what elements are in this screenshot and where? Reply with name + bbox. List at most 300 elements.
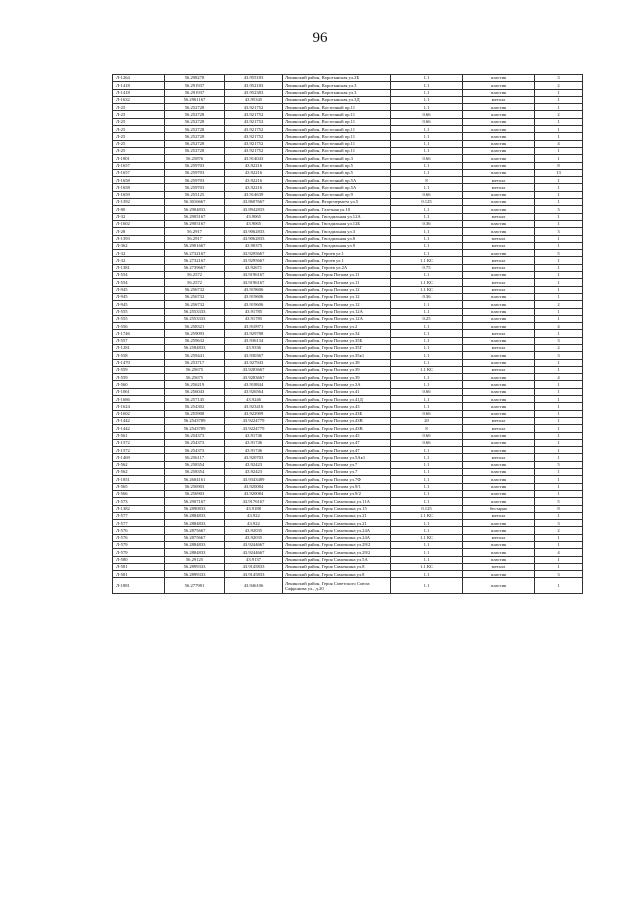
volume-cell: 20	[391, 417, 463, 424]
site-id-cell: Л-945	[113, 293, 165, 300]
count-cell: 1	[535, 126, 583, 133]
count-cell: 1	[535, 563, 583, 570]
site-id-cell: Л-1572	[113, 439, 165, 446]
address-cell: Ленинский район, Героя Попова ул.12	[283, 286, 391, 293]
count-cell: 1	[535, 89, 583, 96]
latitude-cell: 56.2875667	[165, 527, 225, 534]
table-row	[113, 293, 583, 300]
latitude-cell: 56.2901667	[165, 242, 225, 249]
material-cell: металл	[463, 563, 535, 570]
count-cell: 1	[535, 272, 583, 279]
address-cell: Ленинский район, Героя Самочкина ул.8	[283, 563, 391, 570]
table-row	[113, 556, 583, 563]
table-row	[113, 483, 583, 490]
latitude-cell: 56.259703	[165, 162, 225, 169]
address-cell: Ленинский район, Героя Самочкина ул.29/2	[283, 549, 391, 556]
material-cell: пластик	[463, 403, 535, 410]
latitude-cell: 56.29125	[165, 556, 225, 563]
site-id-cell: Л-362	[113, 242, 165, 249]
count-cell: 5	[535, 250, 583, 257]
longitude-cell: 43.920084	[225, 483, 283, 490]
volume-cell: 0.66	[391, 191, 463, 198]
longitude-cell: 43.921752	[225, 126, 283, 133]
volume-cell: 1.1	[391, 337, 463, 344]
count-cell: 1	[535, 556, 583, 563]
volume-cell: 1.1	[391, 476, 463, 483]
latitude-cell: 56.256732	[165, 293, 225, 300]
table-row	[113, 388, 583, 395]
address-cell: Ленинский район, Героя Попова ул.35Г	[283, 344, 391, 351]
site-id-cell: Л-1381	[113, 264, 165, 271]
longitude-cell: 43.919606	[225, 301, 283, 308]
latitude-cell: 56.2884833	[165, 520, 225, 527]
table-row	[113, 286, 583, 293]
count-cell: 1	[535, 220, 583, 227]
count-cell: 1	[535, 410, 583, 417]
volume-cell: 1.1	[391, 228, 463, 235]
latitude-cell: 56.259632	[165, 337, 225, 344]
material-cell: пластик	[463, 89, 535, 96]
volume-cell: 1.1	[391, 520, 463, 527]
volume-cell: 0.66	[391, 111, 463, 118]
material-cell: металл	[463, 235, 535, 242]
latitude-cell: 56.259703	[165, 177, 225, 184]
address-cell: Ленинский район, Героя Попова ул.2	[283, 323, 391, 330]
site-id-cell: Л-1746	[113, 330, 165, 337]
longitude-cell: 43.9145833	[225, 563, 283, 570]
latitude-cell: 56.2543789	[165, 425, 225, 432]
address-cell: Ленинский район, Героя Самочкина ул.24А	[283, 534, 391, 541]
material-cell: пластик	[463, 571, 535, 578]
site-id-cell: Л-555	[113, 308, 165, 315]
material-cell: металл	[463, 534, 535, 541]
longitude-cell: 43.9336	[225, 344, 283, 351]
latitude-cell: 56.2739667	[165, 264, 225, 271]
longitude-cell: 43.9176167	[225, 498, 283, 505]
site-id-cell: Л-576	[113, 527, 165, 534]
site-id-cell: Л-1686	[113, 396, 165, 403]
table-row	[113, 315, 583, 322]
longitude-cell: 43.91746	[225, 432, 283, 439]
site-id-cell: Л-1657	[113, 162, 165, 169]
site-id-cell: Л-25	[113, 118, 165, 125]
volume-cell: 1.1	[391, 352, 463, 359]
count-cell: 1	[535, 286, 583, 293]
material-cell: пластик	[463, 476, 535, 483]
count-cell: 1	[535, 439, 583, 446]
volume-cell: 1.1	[391, 556, 463, 563]
longitude-cell: 43.9244667	[225, 542, 283, 549]
material-cell: пластик	[463, 301, 535, 308]
count-cell: 1	[535, 469, 583, 476]
material-cell: пластик	[463, 447, 535, 454]
table-row	[113, 498, 583, 505]
material-cell: пластик	[463, 75, 535, 82]
latitude-cell: 56.258354	[165, 461, 225, 468]
table-row	[113, 257, 583, 264]
material-cell: пластик	[463, 199, 535, 206]
latitude-cell: 56.2961167	[165, 96, 225, 103]
address-cell: Ленинский район, Героя Попова ул.5Ак1	[283, 454, 391, 461]
volume-cell: 1.1	[391, 242, 463, 249]
count-cell: 1	[535, 155, 583, 162]
count-cell: 4	[535, 323, 583, 330]
address-cell: Ленинский район, Гвоздильная ул.9	[283, 242, 391, 249]
material-cell: пластик	[463, 220, 535, 227]
volume-cell: 8	[391, 177, 463, 184]
latitude-cell: 56.258354	[165, 469, 225, 476]
table-row	[113, 439, 583, 446]
material-cell: пластик	[463, 323, 535, 330]
volume-cell: 1.1 КС	[391, 534, 463, 541]
address-cell: Ленинский район, Восточный пр.5	[283, 169, 391, 176]
address-cell: Ленинский район, Героев ул.1	[283, 257, 391, 264]
material-cell: металл	[463, 177, 535, 184]
site-id-cell: Л-25	[113, 126, 165, 133]
latitude-cell: 56.2543789	[165, 417, 225, 424]
site-id-cell: Л-1469	[113, 454, 165, 461]
latitude-cell: 56.256903	[165, 490, 225, 497]
table-row	[113, 527, 583, 534]
volume-cell: 1.1	[391, 374, 463, 381]
volume-cell: 1.1	[391, 454, 463, 461]
material-cell: пластик	[463, 155, 535, 162]
table-row	[113, 571, 583, 578]
address-cell: Ленинский район, Героя Попова ул.7	[283, 469, 391, 476]
latitude-cell: 56.259703	[165, 169, 225, 176]
material-cell: пластик	[463, 410, 535, 417]
longitude-cell: 43.920084	[225, 490, 283, 497]
material-cell: пластик	[463, 308, 535, 315]
table-row	[113, 425, 583, 432]
longitude-cell: 43.927943	[225, 359, 283, 366]
table-row	[113, 206, 583, 213]
count-cell: 2	[535, 527, 583, 534]
site-id-cell: Л-1382	[113, 505, 165, 512]
longitude-cell: 43.952383	[225, 89, 283, 96]
longitude-cell: 43.929788	[225, 330, 283, 337]
latitude-cell: 56.2917	[165, 228, 225, 235]
latitude-cell: 56.2572	[165, 272, 225, 279]
latitude-cell: 56.2907167	[165, 498, 225, 505]
address-cell: Ленинский район, Героя Попова ул.12	[283, 293, 391, 300]
site-id-cell: Л-559	[113, 366, 165, 373]
table-row	[113, 476, 583, 483]
count-cell: 1	[535, 490, 583, 497]
table-row	[113, 549, 583, 556]
material-cell: пластик	[463, 578, 535, 594]
address-cell: Ленинский район, Второчермета ул.5	[283, 199, 391, 206]
address-cell: Ленинский район, Восточный пр.11	[283, 111, 391, 118]
address-cell: Ленинский район, Героя Самочкина ул.15	[283, 505, 391, 512]
longitude-cell: 43.9137	[225, 556, 283, 563]
address-cell: Ленинский район, Героя Самочкина ул.11А	[283, 498, 391, 505]
address-cell: Ленинский район, Героев ул.1	[283, 250, 391, 257]
volume-cell: 0.66	[391, 388, 463, 395]
material-cell: пластик	[463, 133, 535, 140]
latitude-cell: 56.254373	[165, 432, 225, 439]
site-id-cell: Л-577	[113, 520, 165, 527]
latitude-cell: 56.2890833	[165, 505, 225, 512]
address-cell: Ленинский район, Героя Попова ул.47	[283, 439, 391, 446]
material-cell: пластик	[463, 272, 535, 279]
longitude-cell: 43.9196167	[225, 272, 283, 279]
material-cell: пластик	[463, 498, 535, 505]
volume-cell: 1.1	[391, 126, 463, 133]
address-cell: Ленинский район, Героя Попова ул.11	[283, 272, 391, 279]
count-cell: 1	[535, 147, 583, 154]
site-id-cell: Л-554	[113, 279, 165, 286]
count-cell: 5	[535, 498, 583, 505]
volume-cell: 1.1	[391, 549, 463, 556]
count-cell: 1	[535, 118, 583, 125]
latitude-cell: 56.2553333	[165, 308, 225, 315]
address-cell: Ленинский район, Восточный пр.11	[283, 147, 391, 154]
longitude-cell: 43.92423	[225, 469, 283, 476]
material-cell: пластик	[463, 147, 535, 154]
address-cell: Ленинский район, Восточный пр.11	[283, 133, 391, 140]
count-cell: 3	[535, 337, 583, 344]
latitude-cell: 56.2905167	[165, 220, 225, 227]
longitude-cell: 43.921752	[225, 147, 283, 154]
longitude-cell: 43.919606	[225, 293, 283, 300]
material-cell: пластик	[463, 352, 535, 359]
material-cell: пластик	[463, 483, 535, 490]
volume-cell: 0.125	[391, 505, 463, 512]
longitude-cell: 43.9065	[225, 220, 283, 227]
latitude-cell: 56.2884833	[165, 512, 225, 519]
material-cell: пластик	[463, 206, 535, 213]
material-cell: пластик	[463, 250, 535, 257]
count-cell: 1	[535, 388, 583, 395]
volume-cell: 0.36	[391, 220, 463, 227]
address-cell: Ленинский район, Героя Попова ул.38	[283, 359, 391, 366]
address-cell: Ленинский район, Восточный пр.5А	[283, 184, 391, 191]
material-cell: пластик	[463, 162, 535, 169]
site-id-cell: Л-1851	[113, 476, 165, 483]
count-cell: 4	[535, 549, 583, 556]
site-id-cell: Л-579	[113, 549, 165, 556]
latitude-cell: 56.2732167	[165, 250, 225, 257]
site-id-cell: Л-1061	[113, 388, 165, 395]
count-cell: 2	[535, 82, 583, 89]
count-cell: 1	[535, 432, 583, 439]
address-cell: Ленинский район, Героя Советского Союза Сафронова ул., д.20	[283, 578, 391, 594]
volume-cell: 8	[391, 425, 463, 432]
site-id-cell: Л-32	[113, 257, 165, 264]
count-cell: 1	[535, 454, 583, 461]
latitude-cell: 56.25675	[165, 374, 225, 381]
latitude-cell: 56.2732167	[165, 257, 225, 264]
longitude-cell: 43.914043	[225, 155, 283, 162]
volume-cell: 1.1	[391, 213, 463, 220]
material-cell: пластик	[463, 169, 535, 176]
latitude-cell: 56.253717	[165, 359, 225, 366]
longitude-cell: 43.9246	[225, 396, 283, 403]
volume-cell: 0.66	[391, 155, 463, 162]
latitude-cell: 56.252728	[165, 126, 225, 133]
longitude-cell: 43.9244667	[225, 549, 283, 556]
site-id-cell: Л-80	[113, 206, 165, 213]
volume-cell: 1.1	[391, 206, 463, 213]
volume-cell: 1.1	[391, 330, 463, 337]
material-cell: пластик	[463, 469, 535, 476]
latitude-cell: 56.255125	[165, 191, 225, 198]
site-id-cell: Л-581	[113, 571, 165, 578]
volume-cell: 1.1	[391, 447, 463, 454]
volume-cell: 1.1 КС	[391, 257, 463, 264]
site-id-cell: Л-25	[113, 140, 165, 147]
count-cell: 1	[535, 199, 583, 206]
table-row	[113, 432, 583, 439]
volume-cell: 1.1	[391, 490, 463, 497]
longitude-cell: 43.921752	[225, 111, 283, 118]
address-cell: Ленинский район, Героя Попова ул.41Д	[283, 396, 391, 403]
count-cell: 2	[535, 344, 583, 351]
table-row	[113, 330, 583, 337]
longitude-cell: 43.95345	[225, 96, 283, 103]
table-row	[113, 272, 583, 279]
site-id-cell: Л-577	[113, 512, 165, 519]
latitude-cell: 56.254302	[165, 403, 225, 410]
material-cell: пластик	[463, 381, 535, 388]
site-id-cell: Л-557	[113, 337, 165, 344]
latitude-cell: 56.291937	[165, 82, 225, 89]
longitude-cell: 43.9145833	[225, 571, 283, 578]
volume-cell: 1.1	[391, 184, 463, 191]
site-id-cell: Л-1632	[113, 96, 165, 103]
material-cell: металл	[463, 330, 535, 337]
table-row	[113, 147, 583, 154]
volume-cell: 1.1 КС	[391, 366, 463, 373]
latitude-cell: 56.277981	[165, 578, 225, 594]
site-id-cell: Л-562	[113, 461, 165, 468]
latitude-cell: 56.258321	[165, 323, 225, 330]
longitude-cell: 43.9295667	[225, 257, 283, 264]
site-id-cell: Л-1602	[113, 410, 165, 417]
site-id-cell: Л-561	[113, 432, 165, 439]
count-cell: 3	[535, 228, 583, 235]
address-cell: Ленинский район, Газетная ул.10	[283, 206, 391, 213]
address-cell: Ленинский район, Гвоздильная ул.12А	[283, 213, 391, 220]
site-id-cell: Л-1470	[113, 359, 165, 366]
volume-cell: 1.1 КС	[391, 563, 463, 570]
count-cell: 1	[535, 396, 583, 403]
longitude-cell: 43.9283667	[225, 374, 283, 381]
longitude-cell: 43.91785	[225, 315, 283, 322]
table-row	[113, 308, 583, 315]
address-cell: Ленинский район, Героя Попова ул.12А	[283, 315, 391, 322]
table-row	[113, 75, 583, 82]
material-cell: металл	[463, 264, 535, 271]
site-id-cell: Л-28	[113, 228, 165, 235]
material-cell: пластик	[463, 111, 535, 118]
count-cell: 1	[535, 242, 583, 249]
table-row	[113, 534, 583, 541]
count-cell: 1	[535, 96, 583, 103]
volume-cell: 0.25	[391, 315, 463, 322]
count-cell: 1	[535, 191, 583, 198]
longitude-cell: 43.9196167	[225, 279, 283, 286]
latitude-cell: 56.256219	[165, 381, 225, 388]
material-cell: пластик	[463, 126, 535, 133]
table-row	[113, 220, 583, 227]
volume-cell: 0.36	[391, 293, 463, 300]
table-row	[113, 447, 583, 454]
count-cell: 2	[535, 111, 583, 118]
table-row	[113, 191, 583, 198]
longitude-cell: 43.946106	[225, 578, 283, 594]
address-cell: Ленинский район, Героя Самочкина ул.21	[283, 520, 391, 527]
address-cell: Ленинский район, Героя Попова ул.34	[283, 330, 391, 337]
material-cell: пластик	[463, 490, 535, 497]
site-id-cell: Л-945	[113, 286, 165, 293]
table-row	[113, 279, 583, 286]
table-row	[113, 82, 583, 89]
table-row	[113, 162, 583, 169]
table-row	[113, 337, 583, 344]
address-cell: Ленинский район, Героя Попова ул.43В	[283, 417, 391, 424]
latitude-cell: 56.3016667	[165, 199, 225, 206]
longitude-cell: 43.9224779	[225, 417, 283, 424]
latitude-cell: 56.2553333	[165, 315, 225, 322]
latitude-cell: 56.252728	[165, 147, 225, 154]
count-cell: 1	[535, 293, 583, 300]
volume-cell: 1.1	[391, 498, 463, 505]
material-cell: пластик	[463, 140, 535, 147]
address-cell: Ленинский район, Героя Попова ул.43В	[283, 425, 391, 432]
address-cell: Ленинский район, Героев ул.2А	[283, 264, 391, 271]
count-cell: 1	[535, 279, 583, 286]
site-id-cell: Л-1659	[113, 191, 165, 198]
count-cell: 1	[535, 476, 583, 483]
latitude-cell: 56.2905167	[165, 213, 225, 220]
table-row	[113, 89, 583, 96]
site-id-cell: Л-1418	[113, 89, 165, 96]
site-id-cell: Л-559	[113, 374, 165, 381]
material-cell: пластик	[463, 388, 535, 395]
material-cell: пластик	[463, 337, 535, 344]
site-id-cell: Л-1658	[113, 177, 165, 184]
site-id-cell: Л-1418	[113, 82, 165, 89]
table-row	[113, 352, 583, 359]
material-cell: пластик	[463, 542, 535, 549]
volume-cell: 1.1	[391, 359, 463, 366]
table-row	[113, 396, 583, 403]
site-id-cell: Л-945	[113, 301, 165, 308]
latitude-cell: 56.254373	[165, 447, 225, 454]
count-cell: 1	[535, 104, 583, 111]
site-id-cell: Л-25	[113, 104, 165, 111]
material-cell: пластик	[463, 374, 535, 381]
site-id-cell: Л-566	[113, 490, 165, 497]
address-cell: Ленинский район, Героя Попова ул.39	[283, 366, 391, 373]
table-row	[113, 235, 583, 242]
count-cell: 1	[535, 315, 583, 322]
count-cell: 3	[535, 520, 583, 527]
longitude-cell: 43.922909	[225, 410, 283, 417]
latitude-cell: 56.291937	[165, 89, 225, 96]
count-cell: 3	[535, 571, 583, 578]
latitude-cell: 56.256117	[165, 454, 225, 461]
site-id-cell: Л-1602	[113, 220, 165, 227]
longitude-cell: 43.92423	[225, 461, 283, 468]
volume-cell: 1.1	[391, 301, 463, 308]
table-row	[113, 417, 583, 424]
table-row	[113, 184, 583, 191]
count-cell: 8	[535, 505, 583, 512]
address-cell: Ленинский район, Героя Самочкина ул.29/2	[283, 542, 391, 549]
